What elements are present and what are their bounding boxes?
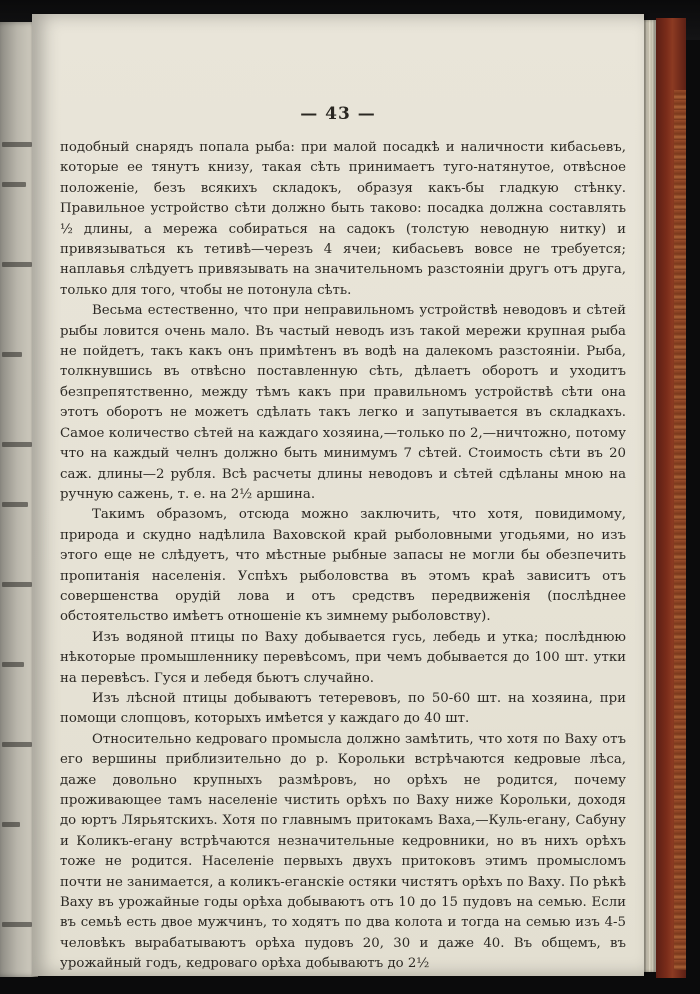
page-number: — 43 —	[300, 104, 376, 124]
paragraph-1: подобный снарядъ попала рыба: при малой посадкѣ и наличности кибасьевъ, которые ее тянутъ книзу, такая сѣть принимаетъ туго-натянутое, отвѣсное положеніе, безъ всякихъ складокъ, образуя какъ-бы гладкую стѣнку. Правильное устройство сѣти должно быть таково: посадка должна составлять ½ длины, а мережа собираться на садокъ (толстую неводную нитку) и привязываться къ тетивѣ—черезъ 4 ячеи; кибасьевъ вовсе не требуется; наплавья слѣдуетъ привязывать на значительномъ разстояніи другъ отъ друга, только для того, чтобы не потонула сѣть.	[60, 140, 626, 298]
paragraph-5: Изъ лѣсной птицы добываютъ тетеревовъ, по 50-60 шт. на хозяина, при помощи слопцовъ, которыхъ имѣется у каждаго до 40 шт.	[60, 690, 626, 727]
paragraph-4: Изъ водяной птицы по Ваху добывается гусь, лебедь и утка; послѣднюю нѣкоторые промышленнику перевѣсомъ, при чемъ добывается до 100 шт. утки на перевѣсъ. Гуся и лебедя бьютъ случайно.	[60, 629, 626, 686]
paragraph-6: Относительно кедроваго промысла должно замѣтить, что хотя по Ваху отъ его вершины приблизительно до р. Корольки встрѣчаются кедровые лѣса, даже довольно крупныхъ размѣровъ, но орѣхъ не родится, почему проживающее тамъ населеніе чистить орѣхъ по Ваху ниже Корольки, доходя до юртъ Лярьятскихъ. Хотя по главнымъ притокамъ Ваха,—Куль-егану, Сабуну и Коликъ-егану встрѣчаются незначительные кедровники, но въ нихъ орѣхъ тоже не родится. Населеніе первыхъ двухъ притоковъ этимъ промысломъ почти не занимается, а коликъ-еганскіе остяки чистятъ орѣхъ по Ваху. По рѣкѣ Ваху въ урожайные годы орѣха добываютъ отъ 10 до 15 пудовъ на семью. Если въ семьѣ есть двое мужчинъ, то ходятъ по два колота и тогда на семью изъ 4-5 человѣкъ вырабатываютъ орѣха пудовъ 20, 30 и даже 40. Въ общемъ, въ урожайный годъ, кедроваго орѣха добываютъ до 2½	[60, 731, 626, 972]
page-body	[60, 138, 626, 975]
paragraph-2: Весьма естественно, что при неправильномъ устройствѣ неводовъ и сѣтей рыбы ловится очень мало. Въ частый неводъ изъ такой мережи крупная рыба не пойдетъ, такъ какъ онъ примѣтенъ въ водѣ на далекомъ разстояніи. Рыба, толкнувшись въ отвѣсно поставленную сѣть, дѣлаетъ оборотъ и уходитъ безпрепятственно, между тѣмъ какъ при правильномъ устройствѣ сѣти она этотъ оборотъ не можетъ сдѣлать такъ легко и запутывается въ складкахъ. Самое количество сѣтей на каждаго хозяина,—только по 2,—ничтожно, потому что на каждый челнъ должно быть минимумъ 7 сѣтей. Стоимость сѣти въ 20 саж. длины—2 рубля. Всѣ расчеты длины неводовъ и сѣтей сдѣланы мною на ручную сажень, т. е. на 2½ аршина.	[60, 303, 626, 502]
book-cover-pattern	[674, 90, 686, 970]
paragraph-3: Такимъ образомъ, отсюда можно заключить, что хотя, повидимому, природа и скудно надѣлила Ваховской край рыболовными угодьями, но изъ этого еще не слѣдуетъ, что мѣстные рыбные запасы не могли бы обезпечить пропитанія населенія. Успѣхъ рыболовства въ этомъ краѣ зависитъ отъ совершенства орудій лова и отъ средствъ передвиженія (послѣднее обстоятельство имѣетъ отношеніе къ зимнему рыболовству).	[60, 507, 626, 625]
book-page	[32, 14, 644, 976]
